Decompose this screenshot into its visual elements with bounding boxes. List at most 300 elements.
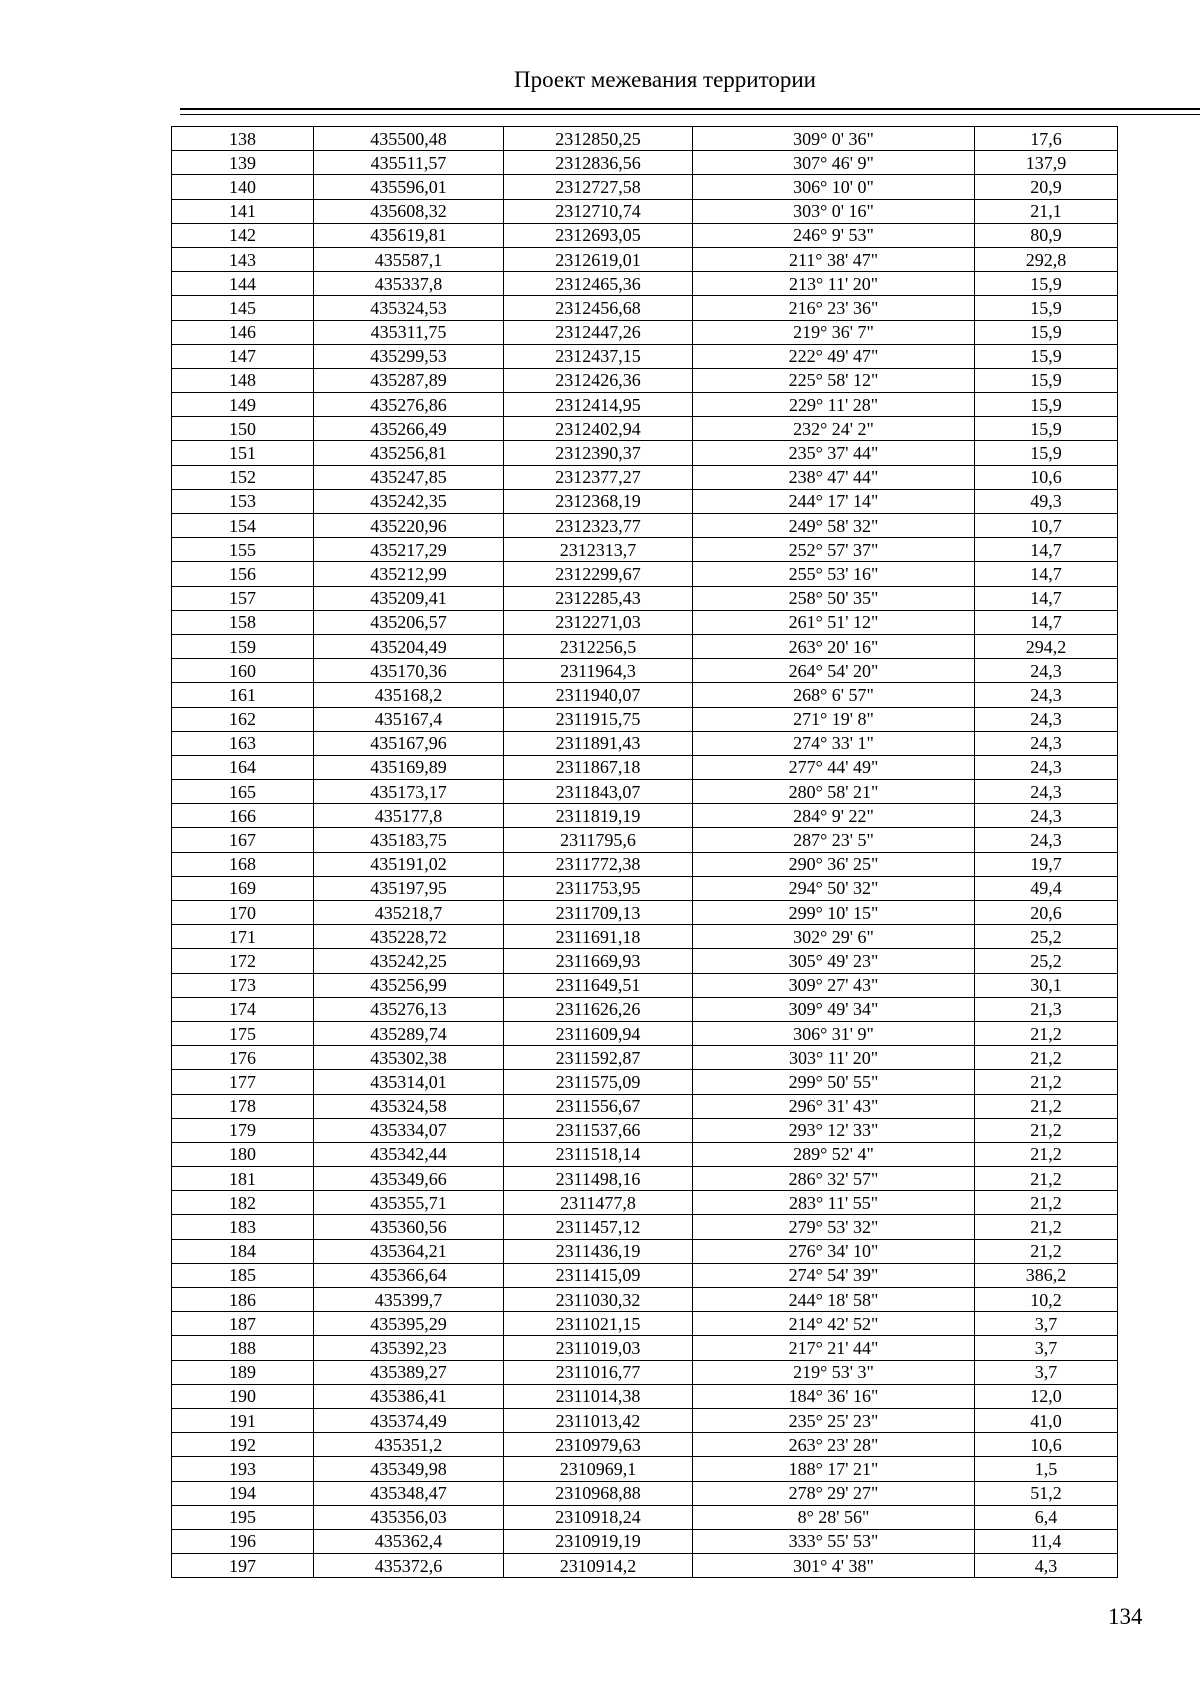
direction-angle-cell: 277° 44' 49" bbox=[693, 755, 975, 779]
x-coordinate-cell: 435289,74 bbox=[314, 1021, 504, 1045]
header-rule-thick bbox=[180, 108, 1200, 110]
x-coordinate-cell: 435349,66 bbox=[314, 1167, 504, 1191]
point-number-cell: 184 bbox=[172, 1239, 314, 1263]
coordinates-table-body bbox=[172, 127, 1118, 1578]
x-coordinate-cell: 435206,57 bbox=[314, 610, 504, 634]
point-number-cell: 185 bbox=[172, 1263, 314, 1287]
direction-angle-cell: 252° 57' 37" bbox=[693, 538, 975, 562]
x-coordinate-cell: 435389,27 bbox=[314, 1360, 504, 1384]
x-coordinate-cell: 435266,49 bbox=[314, 417, 504, 441]
length-cell: 25,2 bbox=[975, 949, 1118, 973]
x-coordinate-cell: 435351,2 bbox=[314, 1433, 504, 1457]
y-coordinate-cell: 2310968,88 bbox=[504, 1481, 693, 1505]
y-coordinate-cell: 2311575,09 bbox=[504, 1070, 693, 1094]
x-coordinate-cell: 435372,6 bbox=[314, 1554, 504, 1578]
length-cell: 3,7 bbox=[975, 1360, 1118, 1384]
point-number-cell: 143 bbox=[172, 247, 314, 271]
table-row bbox=[172, 1481, 1118, 1505]
point-number-cell: 197 bbox=[172, 1554, 314, 1578]
x-coordinate-cell: 435356,03 bbox=[314, 1505, 504, 1529]
y-coordinate-cell: 2311019,03 bbox=[504, 1336, 693, 1360]
direction-angle-cell: 235° 37' 44" bbox=[693, 441, 975, 465]
table-row bbox=[172, 804, 1118, 828]
x-coordinate-cell: 435374,49 bbox=[314, 1408, 504, 1432]
y-coordinate-cell: 2312390,37 bbox=[504, 441, 693, 465]
direction-angle-cell: 309° 49' 34" bbox=[693, 997, 975, 1021]
x-coordinate-cell: 435342,44 bbox=[314, 1142, 504, 1166]
length-cell: 20,9 bbox=[975, 175, 1118, 199]
direction-angle-cell: 274° 33' 1" bbox=[693, 731, 975, 755]
point-number-cell: 189 bbox=[172, 1360, 314, 1384]
length-cell: 294,2 bbox=[975, 634, 1118, 658]
direction-angle-cell: 294° 50' 32" bbox=[693, 876, 975, 900]
point-number-cell: 144 bbox=[172, 272, 314, 296]
point-number-cell: 173 bbox=[172, 973, 314, 997]
x-coordinate-cell: 435209,41 bbox=[314, 586, 504, 610]
table-row bbox=[172, 151, 1118, 175]
y-coordinate-cell: 2312465,36 bbox=[504, 272, 693, 296]
length-cell: 15,9 bbox=[975, 393, 1118, 417]
direction-angle-cell: 287° 23' 5" bbox=[693, 828, 975, 852]
table-row bbox=[172, 1070, 1118, 1094]
x-coordinate-cell: 435619,81 bbox=[314, 223, 504, 247]
x-coordinate-cell: 435364,21 bbox=[314, 1239, 504, 1263]
y-coordinate-cell: 2311436,19 bbox=[504, 1239, 693, 1263]
direction-angle-cell: 302° 29' 6" bbox=[693, 925, 975, 949]
table-row bbox=[172, 707, 1118, 731]
table-row bbox=[172, 925, 1118, 949]
direction-angle-cell: 219° 36' 7" bbox=[693, 320, 975, 344]
direction-angle-cell: 258° 50' 35" bbox=[693, 586, 975, 610]
y-coordinate-cell: 2311537,66 bbox=[504, 1118, 693, 1142]
length-cell: 30,1 bbox=[975, 973, 1118, 997]
y-coordinate-cell: 2311940,07 bbox=[504, 683, 693, 707]
table-row bbox=[172, 1554, 1118, 1578]
x-coordinate-cell: 435256,99 bbox=[314, 973, 504, 997]
header-rule-thin bbox=[180, 114, 1200, 115]
x-coordinate-cell: 435299,53 bbox=[314, 344, 504, 368]
direction-angle-cell: 307° 46' 9" bbox=[693, 151, 975, 175]
length-cell: 6,4 bbox=[975, 1505, 1118, 1529]
direction-angle-cell: 188° 17' 21" bbox=[693, 1457, 975, 1481]
direction-angle-cell: 217° 21' 44" bbox=[693, 1336, 975, 1360]
point-number-cell: 171 bbox=[172, 925, 314, 949]
point-number-cell: 138 bbox=[172, 127, 314, 151]
x-coordinate-cell: 435218,7 bbox=[314, 901, 504, 925]
table-row bbox=[172, 1167, 1118, 1191]
length-cell: 3,7 bbox=[975, 1336, 1118, 1360]
direction-angle-cell: 232° 24' 2" bbox=[693, 417, 975, 441]
x-coordinate-cell: 435355,71 bbox=[314, 1191, 504, 1215]
length-cell: 386,2 bbox=[975, 1263, 1118, 1287]
table-row bbox=[172, 199, 1118, 223]
point-number-cell: 186 bbox=[172, 1288, 314, 1312]
y-coordinate-cell: 2312693,05 bbox=[504, 223, 693, 247]
y-coordinate-cell: 2310918,24 bbox=[504, 1505, 693, 1529]
table-row bbox=[172, 368, 1118, 392]
length-cell: 15,9 bbox=[975, 344, 1118, 368]
y-coordinate-cell: 2310919,19 bbox=[504, 1529, 693, 1553]
x-coordinate-cell: 435228,72 bbox=[314, 925, 504, 949]
y-coordinate-cell: 2311753,95 bbox=[504, 876, 693, 900]
x-coordinate-cell: 435167,4 bbox=[314, 707, 504, 731]
length-cell: 14,7 bbox=[975, 562, 1118, 586]
y-coordinate-cell: 2311415,09 bbox=[504, 1263, 693, 1287]
y-coordinate-cell: 2312727,58 bbox=[504, 175, 693, 199]
direction-angle-cell: 306° 10' 0" bbox=[693, 175, 975, 199]
table-row bbox=[172, 1191, 1118, 1215]
table-row bbox=[172, 1046, 1118, 1070]
y-coordinate-cell: 2312313,7 bbox=[504, 538, 693, 562]
length-cell: 3,7 bbox=[975, 1312, 1118, 1336]
direction-angle-cell: 296° 31' 43" bbox=[693, 1094, 975, 1118]
table-row bbox=[172, 828, 1118, 852]
point-number-cell: 167 bbox=[172, 828, 314, 852]
length-cell: 49,4 bbox=[975, 876, 1118, 900]
direction-angle-cell: 263° 23' 28" bbox=[693, 1433, 975, 1457]
table-row bbox=[172, 1263, 1118, 1287]
direction-angle-cell: 261° 51' 12" bbox=[693, 610, 975, 634]
x-coordinate-cell: 435395,29 bbox=[314, 1312, 504, 1336]
y-coordinate-cell: 2311021,15 bbox=[504, 1312, 693, 1336]
length-cell: 24,3 bbox=[975, 780, 1118, 804]
table-row bbox=[172, 1021, 1118, 1045]
y-coordinate-cell: 2312836,56 bbox=[504, 151, 693, 175]
x-coordinate-cell: 435212,99 bbox=[314, 562, 504, 586]
point-number-cell: 139 bbox=[172, 151, 314, 175]
point-number-cell: 187 bbox=[172, 1312, 314, 1336]
table-row bbox=[172, 247, 1118, 271]
x-coordinate-cell: 435169,89 bbox=[314, 755, 504, 779]
y-coordinate-cell: 2312426,36 bbox=[504, 368, 693, 392]
x-coordinate-cell: 435173,17 bbox=[314, 780, 504, 804]
length-cell: 25,2 bbox=[975, 925, 1118, 949]
x-coordinate-cell: 435362,4 bbox=[314, 1529, 504, 1553]
x-coordinate-cell: 435596,01 bbox=[314, 175, 504, 199]
x-coordinate-cell: 435337,8 bbox=[314, 272, 504, 296]
point-number-cell: 183 bbox=[172, 1215, 314, 1239]
table-row bbox=[172, 876, 1118, 900]
point-number-cell: 148 bbox=[172, 368, 314, 392]
length-cell: 24,3 bbox=[975, 683, 1118, 707]
direction-angle-cell: 255° 53' 16" bbox=[693, 562, 975, 586]
direction-angle-cell: 309° 27' 43" bbox=[693, 973, 975, 997]
point-number-cell: 155 bbox=[172, 538, 314, 562]
x-coordinate-cell: 435349,98 bbox=[314, 1457, 504, 1481]
point-number-cell: 172 bbox=[172, 949, 314, 973]
length-cell: 10,7 bbox=[975, 514, 1118, 538]
y-coordinate-cell: 2311867,18 bbox=[504, 755, 693, 779]
y-coordinate-cell: 2310914,2 bbox=[504, 1554, 693, 1578]
length-cell: 20,6 bbox=[975, 901, 1118, 925]
table-row bbox=[172, 1312, 1118, 1336]
length-cell: 24,3 bbox=[975, 659, 1118, 683]
direction-angle-cell: 8° 28' 56" bbox=[693, 1505, 975, 1529]
table-row bbox=[172, 514, 1118, 538]
direction-angle-cell: 279° 53' 32" bbox=[693, 1215, 975, 1239]
point-number-cell: 174 bbox=[172, 997, 314, 1021]
length-cell: 14,7 bbox=[975, 586, 1118, 610]
length-cell: 1,5 bbox=[975, 1457, 1118, 1481]
direction-angle-cell: 216° 23' 36" bbox=[693, 296, 975, 320]
point-number-cell: 162 bbox=[172, 707, 314, 731]
y-coordinate-cell: 2312299,67 bbox=[504, 562, 693, 586]
y-coordinate-cell: 2312447,26 bbox=[504, 320, 693, 344]
length-cell: 10,6 bbox=[975, 1433, 1118, 1457]
length-cell: 21,2 bbox=[975, 1046, 1118, 1070]
direction-angle-cell: 274° 54' 39" bbox=[693, 1263, 975, 1287]
x-coordinate-cell: 435242,35 bbox=[314, 489, 504, 513]
length-cell: 15,9 bbox=[975, 320, 1118, 344]
x-coordinate-cell: 435311,75 bbox=[314, 320, 504, 344]
y-coordinate-cell: 2311030,32 bbox=[504, 1288, 693, 1312]
x-coordinate-cell: 435324,53 bbox=[314, 296, 504, 320]
length-cell: 11,4 bbox=[975, 1529, 1118, 1553]
table-row bbox=[172, 344, 1118, 368]
table-row bbox=[172, 610, 1118, 634]
point-number-cell: 165 bbox=[172, 780, 314, 804]
direction-angle-cell: 284° 9' 22" bbox=[693, 804, 975, 828]
length-cell: 21,1 bbox=[975, 199, 1118, 223]
length-cell: 21,2 bbox=[975, 1191, 1118, 1215]
point-number-cell: 168 bbox=[172, 852, 314, 876]
point-number-cell: 178 bbox=[172, 1094, 314, 1118]
point-number-cell: 141 bbox=[172, 199, 314, 223]
point-number-cell: 179 bbox=[172, 1118, 314, 1142]
y-coordinate-cell: 2311649,51 bbox=[504, 973, 693, 997]
table-row bbox=[172, 1360, 1118, 1384]
y-coordinate-cell: 2311819,19 bbox=[504, 804, 693, 828]
table-row bbox=[172, 393, 1118, 417]
x-coordinate-cell: 435183,75 bbox=[314, 828, 504, 852]
y-coordinate-cell: 2311891,43 bbox=[504, 731, 693, 755]
point-number-cell: 190 bbox=[172, 1384, 314, 1408]
x-coordinate-cell: 435217,29 bbox=[314, 538, 504, 562]
x-coordinate-cell: 435399,7 bbox=[314, 1288, 504, 1312]
table-row bbox=[172, 320, 1118, 344]
table-row bbox=[172, 223, 1118, 247]
x-coordinate-cell: 435314,01 bbox=[314, 1070, 504, 1094]
length-cell: 15,9 bbox=[975, 417, 1118, 441]
direction-angle-cell: 293° 12' 33" bbox=[693, 1118, 975, 1142]
y-coordinate-cell: 2311592,87 bbox=[504, 1046, 693, 1070]
direction-angle-cell: 278° 29' 27" bbox=[693, 1481, 975, 1505]
x-coordinate-cell: 435276,13 bbox=[314, 997, 504, 1021]
point-number-cell: 160 bbox=[172, 659, 314, 683]
length-cell: 19,7 bbox=[975, 852, 1118, 876]
length-cell: 21,2 bbox=[975, 1239, 1118, 1263]
table-row bbox=[172, 1336, 1118, 1360]
direction-angle-cell: 271° 19' 8" bbox=[693, 707, 975, 731]
y-coordinate-cell: 2311772,38 bbox=[504, 852, 693, 876]
x-coordinate-cell: 435360,56 bbox=[314, 1215, 504, 1239]
coordinates-table bbox=[171, 126, 1118, 1578]
length-cell: 15,9 bbox=[975, 441, 1118, 465]
table-row bbox=[172, 296, 1118, 320]
x-coordinate-cell: 435366,64 bbox=[314, 1263, 504, 1287]
direction-angle-cell: 299° 10' 15" bbox=[693, 901, 975, 925]
point-number-cell: 180 bbox=[172, 1142, 314, 1166]
point-number-cell: 192 bbox=[172, 1433, 314, 1457]
length-cell: 14,7 bbox=[975, 538, 1118, 562]
y-coordinate-cell: 2312619,01 bbox=[504, 247, 693, 271]
x-coordinate-cell: 435608,32 bbox=[314, 199, 504, 223]
direction-angle-cell: 238° 47' 44" bbox=[693, 465, 975, 489]
y-coordinate-cell: 2312323,77 bbox=[504, 514, 693, 538]
table-row bbox=[172, 659, 1118, 683]
point-number-cell: 177 bbox=[172, 1070, 314, 1094]
y-coordinate-cell: 2312271,03 bbox=[504, 610, 693, 634]
direction-angle-cell: 289° 52' 4" bbox=[693, 1142, 975, 1166]
point-number-cell: 196 bbox=[172, 1529, 314, 1553]
point-number-cell: 150 bbox=[172, 417, 314, 441]
length-cell: 24,3 bbox=[975, 755, 1118, 779]
x-coordinate-cell: 435348,47 bbox=[314, 1481, 504, 1505]
y-coordinate-cell: 2311709,13 bbox=[504, 901, 693, 925]
direction-angle-cell: 246° 9' 53" bbox=[693, 223, 975, 247]
length-cell: 80,9 bbox=[975, 223, 1118, 247]
point-number-cell: 145 bbox=[172, 296, 314, 320]
point-number-cell: 154 bbox=[172, 514, 314, 538]
length-cell: 24,3 bbox=[975, 804, 1118, 828]
y-coordinate-cell: 2311518,14 bbox=[504, 1142, 693, 1166]
table-row bbox=[172, 973, 1118, 997]
y-coordinate-cell: 2311795,6 bbox=[504, 828, 693, 852]
length-cell: 24,3 bbox=[975, 828, 1118, 852]
x-coordinate-cell: 435167,96 bbox=[314, 731, 504, 755]
length-cell: 10,6 bbox=[975, 465, 1118, 489]
x-coordinate-cell: 435511,57 bbox=[314, 151, 504, 175]
point-number-cell: 153 bbox=[172, 489, 314, 513]
table-row bbox=[172, 852, 1118, 876]
point-number-cell: 156 bbox=[172, 562, 314, 586]
point-number-cell: 182 bbox=[172, 1191, 314, 1215]
table-row bbox=[172, 175, 1118, 199]
length-cell: 21,2 bbox=[975, 1094, 1118, 1118]
point-number-cell: 163 bbox=[172, 731, 314, 755]
y-coordinate-cell: 2312368,19 bbox=[504, 489, 693, 513]
point-number-cell: 146 bbox=[172, 320, 314, 344]
length-cell: 21,2 bbox=[975, 1021, 1118, 1045]
table-row bbox=[172, 441, 1118, 465]
table-row bbox=[172, 1384, 1118, 1408]
y-coordinate-cell: 2310979,63 bbox=[504, 1433, 693, 1457]
point-number-cell: 170 bbox=[172, 901, 314, 925]
table-row bbox=[172, 127, 1118, 151]
x-coordinate-cell: 435170,36 bbox=[314, 659, 504, 683]
direction-angle-cell: 305° 49' 23" bbox=[693, 949, 975, 973]
x-coordinate-cell: 435197,95 bbox=[314, 876, 504, 900]
length-cell: 21,2 bbox=[975, 1142, 1118, 1166]
point-number-cell: 159 bbox=[172, 634, 314, 658]
direction-angle-cell: 244° 17' 14" bbox=[693, 489, 975, 513]
table-row bbox=[172, 1529, 1118, 1553]
y-coordinate-cell: 2311556,67 bbox=[504, 1094, 693, 1118]
point-number-cell: 194 bbox=[172, 1481, 314, 1505]
table-row bbox=[172, 1457, 1118, 1481]
length-cell: 24,3 bbox=[975, 707, 1118, 731]
length-cell: 41,0 bbox=[975, 1408, 1118, 1432]
length-cell: 15,9 bbox=[975, 368, 1118, 392]
length-cell: 12,0 bbox=[975, 1384, 1118, 1408]
direction-angle-cell: 303° 11' 20" bbox=[693, 1046, 975, 1070]
direction-angle-cell: 249° 58' 32" bbox=[693, 514, 975, 538]
x-coordinate-cell: 435204,49 bbox=[314, 634, 504, 658]
table-row bbox=[172, 780, 1118, 804]
length-cell: 10,2 bbox=[975, 1288, 1118, 1312]
table-row bbox=[172, 683, 1118, 707]
table-row bbox=[172, 1239, 1118, 1263]
table-row bbox=[172, 949, 1118, 973]
length-cell: 21,2 bbox=[975, 1070, 1118, 1094]
direction-angle-cell: 268° 6' 57" bbox=[693, 683, 975, 707]
direction-angle-cell: 225° 58' 12" bbox=[693, 368, 975, 392]
point-number-cell: 193 bbox=[172, 1457, 314, 1481]
direction-angle-cell: 219° 53' 3" bbox=[693, 1360, 975, 1384]
y-coordinate-cell: 2311691,18 bbox=[504, 925, 693, 949]
y-coordinate-cell: 2312437,15 bbox=[504, 344, 693, 368]
point-number-cell: 191 bbox=[172, 1408, 314, 1432]
y-coordinate-cell: 2312285,43 bbox=[504, 586, 693, 610]
length-cell: 15,9 bbox=[975, 296, 1118, 320]
point-number-cell: 157 bbox=[172, 586, 314, 610]
y-coordinate-cell: 2312256,5 bbox=[504, 634, 693, 658]
y-coordinate-cell: 2311477,8 bbox=[504, 1191, 693, 1215]
x-coordinate-cell: 435324,58 bbox=[314, 1094, 504, 1118]
table-row bbox=[172, 901, 1118, 925]
length-cell: 21,2 bbox=[975, 1167, 1118, 1191]
direction-angle-cell: 263° 20' 16" bbox=[693, 634, 975, 658]
table-row bbox=[172, 1142, 1118, 1166]
table-row bbox=[172, 1118, 1118, 1142]
length-cell: 21,3 bbox=[975, 997, 1118, 1021]
y-coordinate-cell: 2311016,77 bbox=[504, 1360, 693, 1384]
length-cell: 15,9 bbox=[975, 272, 1118, 296]
direction-angle-cell: 184° 36' 16" bbox=[693, 1384, 975, 1408]
y-coordinate-cell: 2312456,68 bbox=[504, 296, 693, 320]
x-coordinate-cell: 435247,85 bbox=[314, 465, 504, 489]
direction-angle-cell: 211° 38' 47" bbox=[693, 247, 975, 271]
direction-angle-cell: 303° 0' 16" bbox=[693, 199, 975, 223]
y-coordinate-cell: 2312402,94 bbox=[504, 417, 693, 441]
x-coordinate-cell: 435392,23 bbox=[314, 1336, 504, 1360]
point-number-cell: 161 bbox=[172, 683, 314, 707]
direction-angle-cell: 276° 34' 10" bbox=[693, 1239, 975, 1263]
length-cell: 14,7 bbox=[975, 610, 1118, 634]
x-coordinate-cell: 435168,2 bbox=[314, 683, 504, 707]
y-coordinate-cell: 2311626,26 bbox=[504, 997, 693, 1021]
direction-angle-cell: 286° 32' 57" bbox=[693, 1167, 975, 1191]
direction-angle-cell: 301° 4' 38" bbox=[693, 1554, 975, 1578]
point-number-cell: 176 bbox=[172, 1046, 314, 1070]
point-number-cell: 188 bbox=[172, 1336, 314, 1360]
table-row bbox=[172, 465, 1118, 489]
direction-angle-cell: 290° 36' 25" bbox=[693, 852, 975, 876]
direction-angle-cell: 235° 25' 23" bbox=[693, 1408, 975, 1432]
x-coordinate-cell: 435256,81 bbox=[314, 441, 504, 465]
table-row bbox=[172, 731, 1118, 755]
point-number-cell: 195 bbox=[172, 1505, 314, 1529]
direction-angle-cell: 299° 50' 55" bbox=[693, 1070, 975, 1094]
direction-angle-cell: 264° 54' 20" bbox=[693, 659, 975, 683]
y-coordinate-cell: 2312377,27 bbox=[504, 465, 693, 489]
point-number-cell: 140 bbox=[172, 175, 314, 199]
direction-angle-cell: 306° 31' 9" bbox=[693, 1021, 975, 1045]
x-coordinate-cell: 435587,1 bbox=[314, 247, 504, 271]
direction-angle-cell: 229° 11' 28" bbox=[693, 393, 975, 417]
table-row bbox=[172, 586, 1118, 610]
point-number-cell: 175 bbox=[172, 1021, 314, 1045]
